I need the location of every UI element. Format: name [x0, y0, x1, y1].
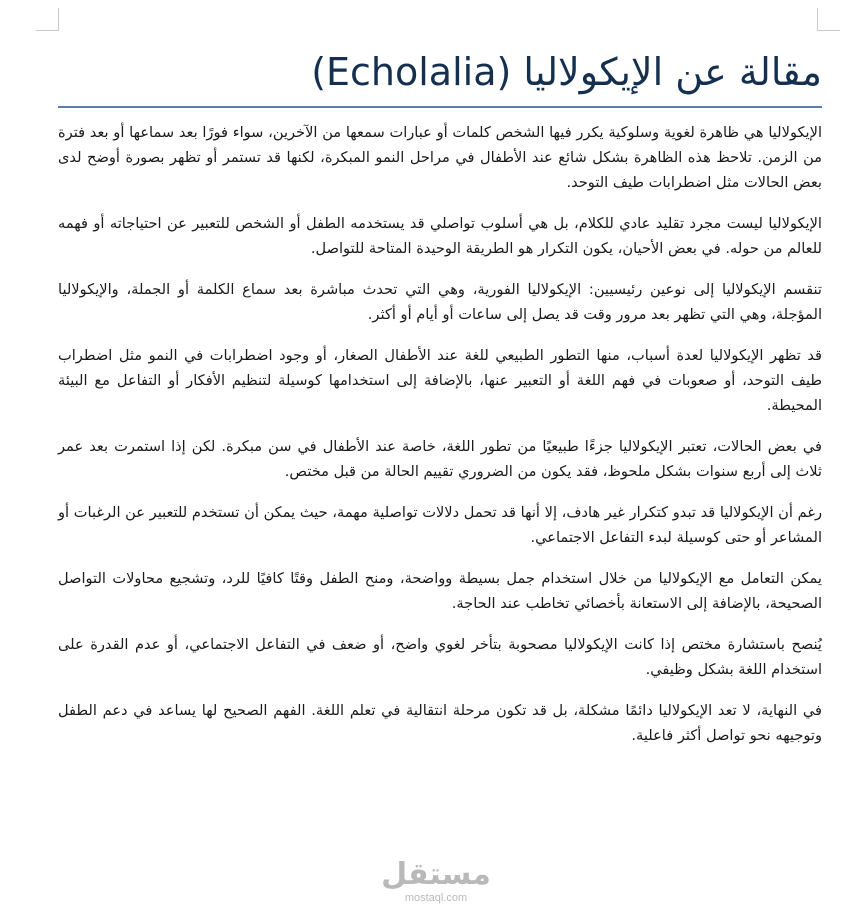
mostaql-watermark — [378, 858, 494, 904]
paragraph: يمكن التعامل مع الإيكولاليا من خلال استخدام جمل بسيطة وواضحة، ومنح الطفل وقتًا كافيًا للرد، وتشجيع محاولات التواصل الصحيحة، بالإضافة إلى الاستعانة بأخصائي تخاطب عند الحاجة. — [58, 570, 822, 612]
paragraph: في بعض الحالات، تعتبر الإيكولاليا جزءًا طبيعيًا من تطور اللغة، خاصة عند الأطفال في سن مبكرة. لكن إذا استمرت بعد عمر ثلاث إلى أربع سنوات بشكل ملحوظ، فقد يكون من الضروري تقييم الحالة من قبل مختص. — [58, 438, 822, 480]
paragraph: الإيكولاليا ليست مجرد تقليد عادي للكلام، بل هي أسلوب تواصلي قد يستخدمه الطفل أو الشخص للتعبير عن احتياجاته أو فهمه للعالم من حوله. في بعض الأحيان، يكون التكرار هو الطريقة الوحيدة المتاحة للتواصل. — [58, 215, 822, 257]
paragraph: قد تظهر الإيكولاليا لعدة أسباب، منها التطور الطبيعي للغة عند الأطفال الصغار، أو وجود اضطرابات في النمو مثل اضطراب طيف التوحد، أو صعوبات في فهم اللغة أو التعبير عنها، بالإضافة إلى استخدامها كوسيلة لتنظيم الأفكار أو التفاعل مع البيئة المحيطة. — [58, 347, 822, 414]
corner-mark-left — [36, 8, 59, 31]
document-title: مقالة عن الإيكولاليا (Echolalia) — [311, 50, 822, 94]
paragraph: يُنصح باستشارة مختص إذا كانت الإيكولاليا مصحوبة بتأخر لغوي واضح، أو ضعف في التفاعل الاجتماعي، أو عدم القدرة على استخدام اللغة بشكل وظيفي. — [58, 636, 822, 678]
paragraph: تنقسم الإيكولاليا إلى نوعين رئيسيين: الإيكولاليا الفورية، وهي التي تحدث مباشرة بعد سماع الكلمة أو الجملة، والإيكولاليا المؤجلة، وهي التي تظهر بعد مرور وقت قد يصل إلى ساعات أو أيام أو أكثر. — [58, 281, 822, 323]
watermark-domain: mostaql.com — [404, 892, 468, 904]
paragraph: في النهاية، لا تعد الإيكولاليا دائمًا مشكلة، بل قد تكون مرحلة انتقالية في تعلم اللغة. الفهم الصحيح لها يساعد في دعم الطفل وتوجيهه نحو تواصل أكثر فاعلية. — [58, 702, 822, 744]
paragraph: الإيكولاليا هي ظاهرة لغوية وسلوكية يكرر فيها الشخص كلمات أو عبارات سمعها من الآخرين، سواء فورًا بعد سماعها أو بعد فترة من الزمن. تلاحظ هذه الظاهرة بشكل شائع عند الأطفال في مراحل النمو المبكرة، لكنها قد تستمر أو تظهر بصورة أوضح لدى بعض الحالات مثل اضطرابات طيف التوحد. — [58, 124, 822, 191]
title-underline — [58, 106, 822, 108]
document-body — [58, 120, 822, 764]
corner-mark-right — [817, 8, 840, 31]
watermark-logo: مستقل — [381, 857, 491, 892]
paragraph: رغم أن الإيكولاليا قد تبدو كتكرار غير هادف، إلا أنها قد تحمل دلالات تواصلية مهمة، حيث يمكن أن تستخدم للتعبير عن الرغبات أو المشاعر أو حتى كوسيلة لبدء التفاعل الاجتماعي. — [58, 504, 822, 546]
